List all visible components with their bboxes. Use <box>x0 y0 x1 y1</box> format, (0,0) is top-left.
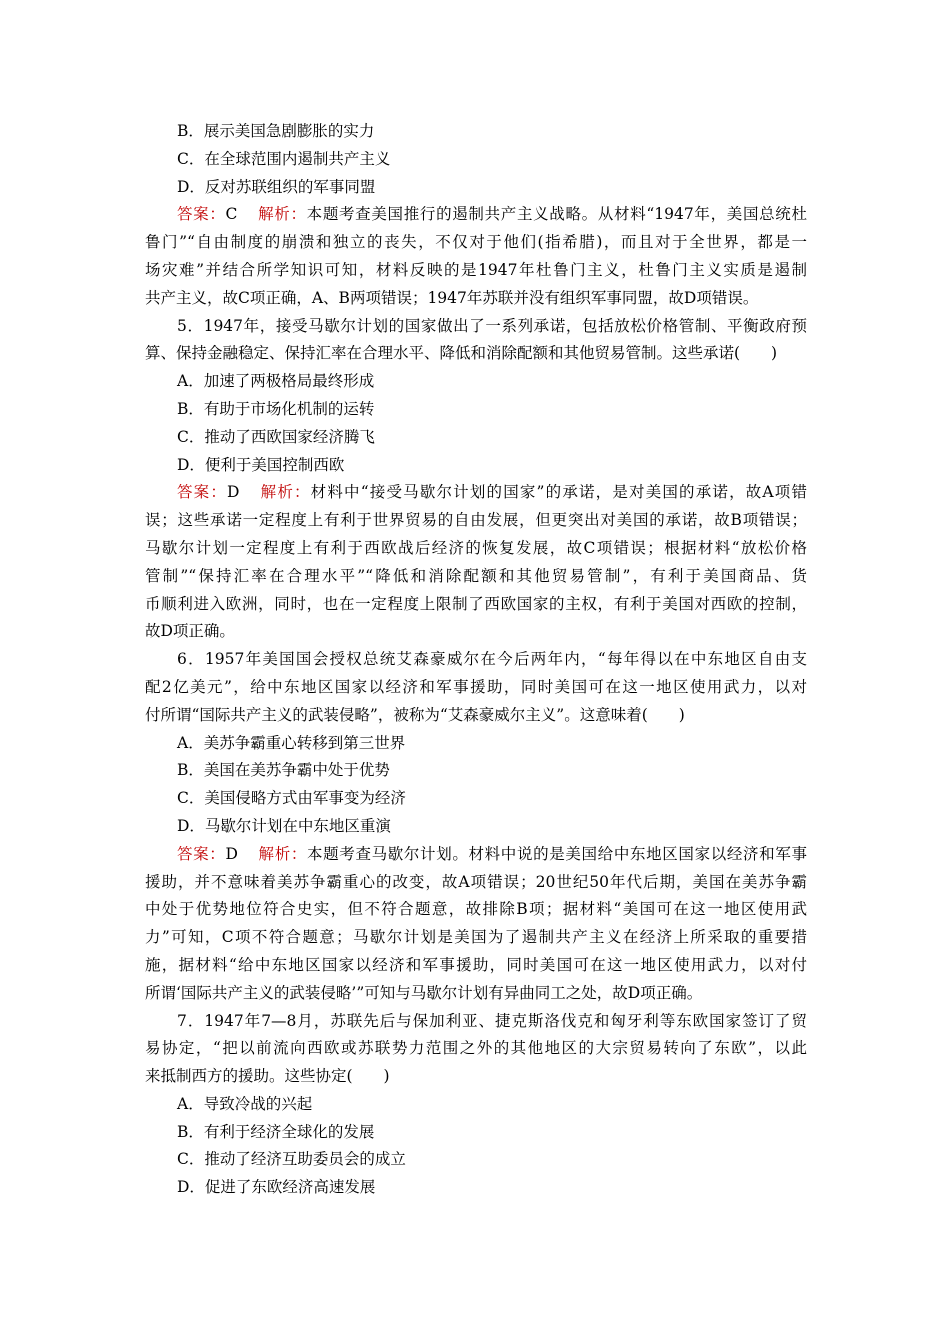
q7-option-b: B．有利于经济全球化的发展 <box>177 1122 375 1141</box>
q5-analysis-line: 管制”“保持汇率在合理水平”“降低和消除配额和其他贸易管制”，有利于美国商品、货 <box>145 566 807 585</box>
q7-stem-line: 7．1947年7—8月，苏联先后与保加利亚、捷克斯洛伐克和匈牙利等东欧国家签订了贸 <box>177 1011 807 1030</box>
q6-analysis-line: 施，据材料“给中东地区国家以经济和军事援助，同时美国可在这一地区使用武力，以对付 <box>145 955 807 974</box>
q5-stem-line: 算、保持金融稳定、保持汇率在合理水平、降低和消除配额和其他贸易管制。这些承诺( ) <box>145 344 778 363</box>
answer-value: C <box>225 205 238 224</box>
q7-option-c: C．推动了经济互助委员会的成立 <box>177 1150 406 1169</box>
q7-option-d: D．促进了东欧经济高速发展 <box>177 1178 376 1197</box>
q7-option-a: A．导致冷战的兴起 <box>177 1094 313 1113</box>
q6-analysis-line: 中处于优势地位符合史实，但不符合题意，故排除B项；据材料“美国可在这一地区使用武 <box>145 900 807 919</box>
q6-option-b: B．美国在美苏争霸中处于优势 <box>177 761 390 780</box>
answer-label: 答案： <box>177 844 226 863</box>
analysis-label: 解析： <box>259 483 311 502</box>
q6-analysis-line: 援助，并不意味着美苏争霸重心的改变，故A项错误；20世纪50年代后期，美国在美苏争霸 <box>145 872 807 891</box>
q6-analysis-line: 力”可知，C项不符合题意；马歇尔计划是美国为了遏制共产主义在经济上所采取的重要措 <box>145 928 807 947</box>
analysis-label: 解析： <box>257 205 307 224</box>
q5-analysis-line: 故D项正确。 <box>145 622 235 641</box>
q6-option-d: D．马歇尔计划在中东地区重演 <box>177 816 391 835</box>
q6-answer-line <box>145 841 807 869</box>
analysis-text: 本题考查美国推行的遏制共产主义战略。从材料“1947年，美国总统杜 <box>306 205 807 224</box>
q4-option-d: D．反对苏联组织的军事同盟 <box>177 177 376 196</box>
answer-label: 答案： <box>177 483 228 502</box>
analysis-label: 解析： <box>257 844 307 863</box>
q4-analysis-line: 鲁门”“自由制度的崩溃和独立的丧失，不仅对于他们(指希腊)，而且对于全世界，都是一 <box>145 233 807 252</box>
q6-stem-line: 付所谓“国际共产主义的武装侵略”，被称为“艾森豪威尔主义”。这意味着( ) <box>145 705 685 724</box>
q6-option-c: C．美国侵略方式由军事变为经济 <box>177 789 406 808</box>
answer-label: 答案： <box>177 205 226 224</box>
q7-stem-line: 易协定，“把以前流向西欧或苏联势力范围之外的其他地区的大宗贸易转向了东欧”，以此 <box>145 1039 807 1058</box>
q5-option-d: D．便利于美国控制西欧 <box>177 455 345 474</box>
page-content <box>145 118 807 1202</box>
analysis-text: 材料中“接受马歇尔计划的国家”的承诺，是对美国的承诺，故A项错 <box>310 483 807 502</box>
q5-analysis-line: 误；这些承诺一定程度上有利于世界贸易的自由发展，但更突出对美国的承诺，故B项错误； <box>145 511 807 530</box>
q5-option-c: C．推动了西欧国家经济腾飞 <box>177 427 375 446</box>
answer-value: D <box>227 483 240 502</box>
q4-analysis-line: 共产主义，故C项正确，A、B两项错误；1947年苏联并没有组织军事同盟，故D项错误。 <box>145 288 759 307</box>
answer-value: D <box>225 844 238 863</box>
q4-option-c: C．在全球范围内遏制共产主义 <box>177 149 391 168</box>
q5-stem-line: 5．1947年，接受马歇尔计划的国家做出了一系列承诺，包括放松价格管制、平衡政府预 <box>177 316 807 335</box>
q4-option-b: B．展示美国急剧膨胀的实力 <box>177 122 375 140</box>
q5-analysis-line: 马歇尔计划一定程度上有利于西欧战后经济的恢复发展，故C项错误；根据材料“放松价格 <box>145 538 807 557</box>
q6-stem-line: 6．1957年美国国会授权总统艾森豪威尔在今后两年内，“每年得以在中东地区自由支 <box>177 650 807 669</box>
q6-analysis-line: 所谓‘国际共产主义的武装侵略’”可知与马歇尔计划有异曲同工之处，故D项正确。 <box>145 983 703 1002</box>
q5-option-a: A．加速了两极格局最终形成 <box>177 372 375 391</box>
q6-stem-line: 配2亿美元”，给中东地区国家以经济和军事援助，同时美国可在这一地区使用武力，以对 <box>145 677 807 696</box>
q5-analysis-line: 币顺利进入欧洲，同时，也在一定程度上限制了西欧国家的主权，有利于美国对西欧的控制， <box>145 594 807 613</box>
q5-option-b: B．有助于市场化机制的运转 <box>177 399 375 418</box>
q4-analysis-line: 场灾难”并结合所学知识可知，材料反映的是1947年杜鲁门主义，杜鲁门主义实质是遏制 <box>145 260 807 279</box>
q4-answer-line <box>145 201 807 229</box>
q5-answer-line <box>145 479 807 507</box>
analysis-text: 本题考查马歇尔计划。材料中说的是美国给中东地区国家以经济和军事 <box>307 844 807 863</box>
q6-option-a: A．美苏争霸重心转移到第三世界 <box>177 733 406 752</box>
q7-stem-line: 来抵制西方的援助。这些协定( ) <box>145 1067 390 1086</box>
